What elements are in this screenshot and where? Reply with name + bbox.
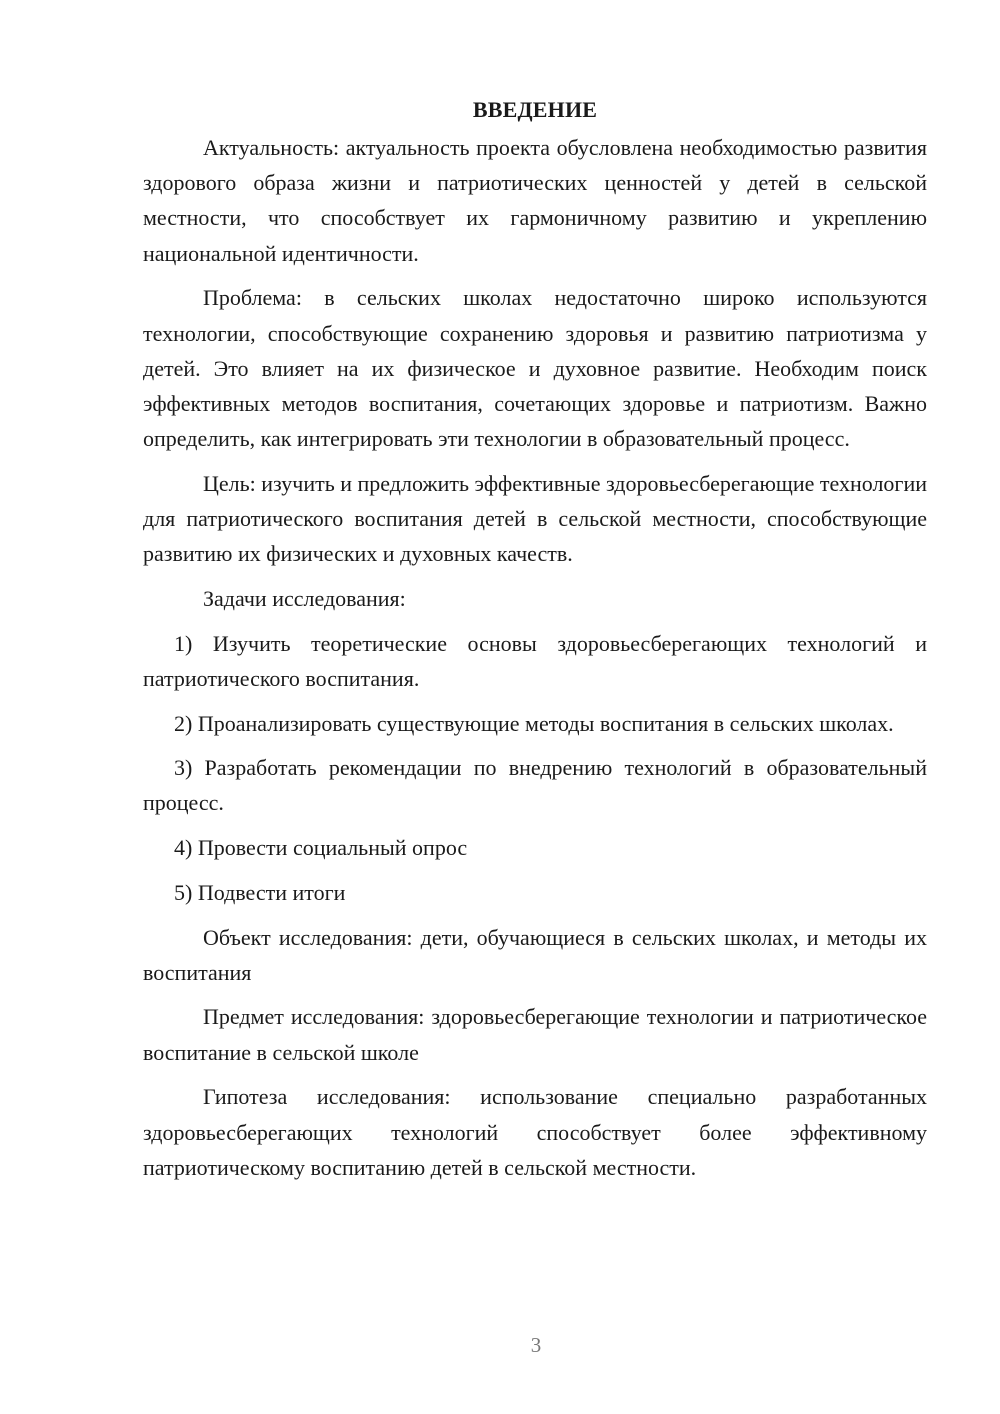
task-item-4: 4) Провести социальный опрос bbox=[174, 835, 468, 861]
relevance-paragraph: Актуальность: актуальность проекта обусловлена необходимостью развития здорового образа жизни и патриотических ценностей у детей в сельской местности, что способствует их гармоничному развитию и укреплению национальной идентичности. bbox=[143, 135, 927, 266]
subject-paragraph: Предмет исследования: здоровьесберегающие технологии и патриотическое воспитание в сельской школе bbox=[143, 1004, 927, 1065]
goal-paragraph: Цель: изучить и предложить эффективные здоровьесберегающие технологии для патриотического воспитания детей в сельской местности, способствующие развитию их физических и духовных качеств. bbox=[143, 470, 927, 567]
problem-paragraph: Проблема: в сельских школах недостаточно широко используются технологии, способствующие сохранению здоровья и развитию патриотизма у детей. Это влияет на их физическое и духовное развитие. Необходим поиск эффективных методов воспитания, сочетающих здоровье и патриотизм. Важно определить, как интегрировать эти технологии в образовательный процесс. bbox=[143, 285, 927, 452]
object-paragraph: Объект исследования: дети, обучающиеся в сельских школах, и методы их воспитания bbox=[143, 924, 927, 985]
hypothesis-paragraph: Гипотеза исследования: использование специально разработанных здоровьесберегающих технологий способствует более эффективному патриотическому воспитанию детей в сельской местности. bbox=[143, 1084, 927, 1180]
document-page bbox=[143, 92, 927, 1194]
tasks-title: Задачи исследования: bbox=[203, 585, 406, 611]
task-item-1: 1) Изучить теоретические основы здоровьесберегающих технологий и патриотического воспитания. bbox=[143, 630, 927, 691]
section-heading: ВВЕДЕНИЕ bbox=[472, 97, 598, 122]
page-number: 3 bbox=[530, 1333, 542, 1357]
task-item-3: 3) Разработать рекомендации по внедрению технологий в образовательный процесс. bbox=[143, 755, 927, 816]
task-item-5: 5) Подвести итоги bbox=[174, 879, 346, 905]
task-item-2: 2) Проанализировать существующие методы воспитания в сельских школах. bbox=[174, 710, 894, 736]
